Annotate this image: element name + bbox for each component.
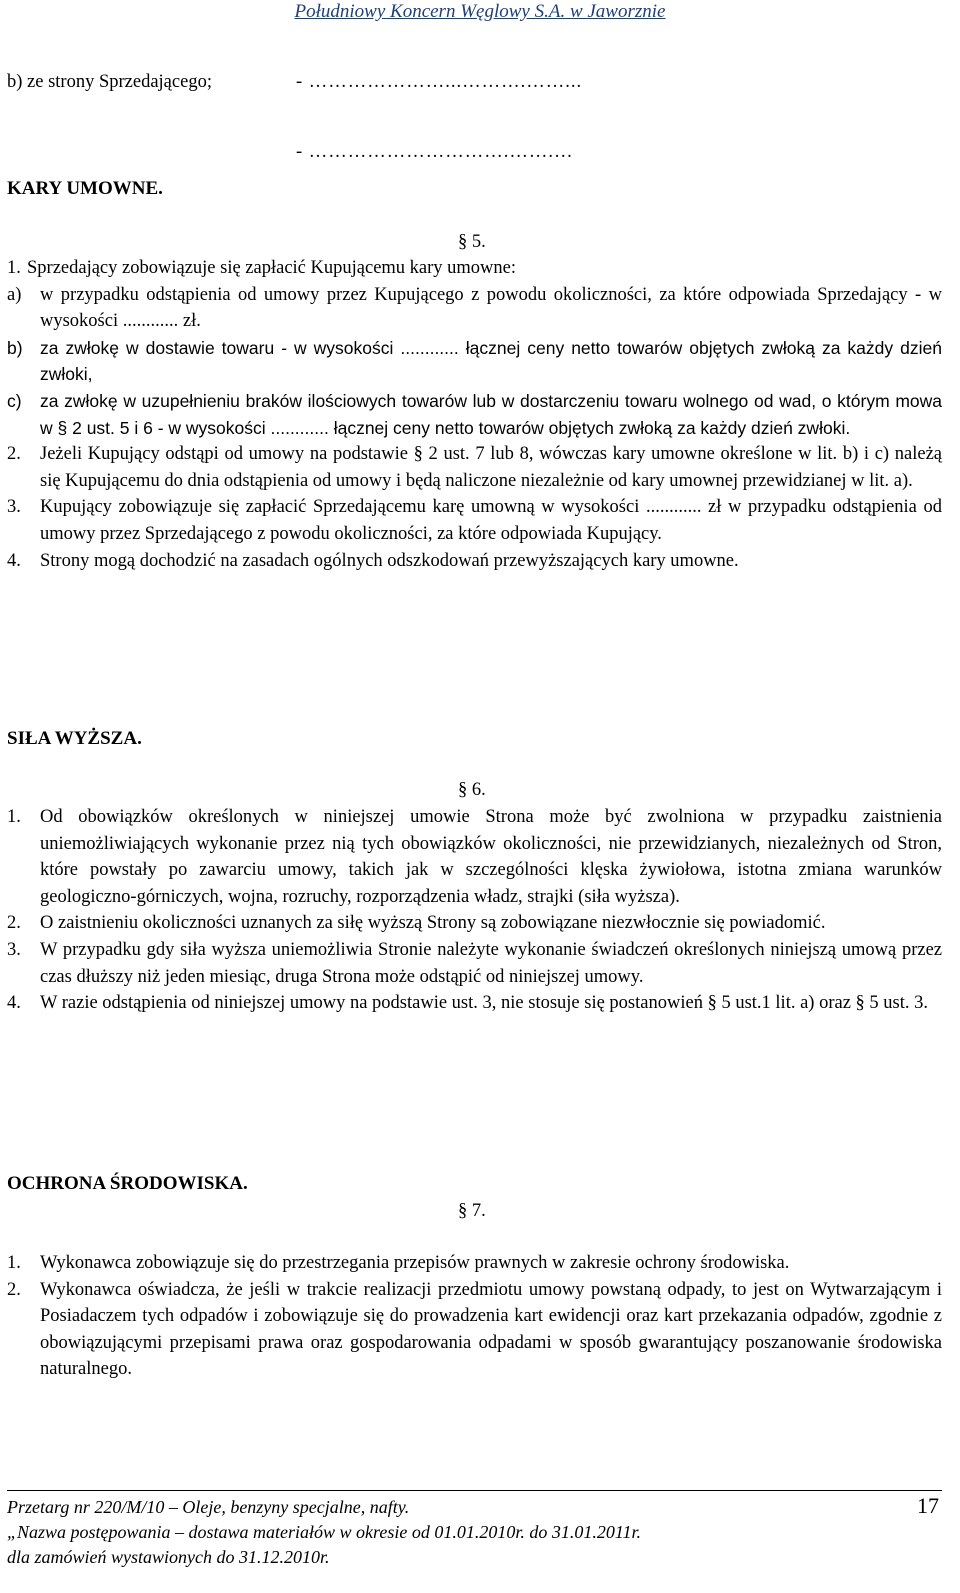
item-number: 1. <box>7 1253 21 1273</box>
section-6-title: SIŁA WYŻSZA. <box>7 728 142 749</box>
section-5-title: KARY UMOWNE. <box>7 178 163 199</box>
section-5-item-1 <box>7 255 942 282</box>
section-6-body <box>7 804 942 1017</box>
item-text: Sprzedający zobowiązuje się zapłacić Kupującemu kary umowne: <box>27 258 517 278</box>
item-text: za zwłokę w dostawie towaru - w wysokości ............ łącznej ceny netto towarów objętych zwłoką za każdy dzień zwłoki, <box>40 337 942 385</box>
page-header: Południowy Koncern Węglowy S.A. w Jaworznie <box>294 1 666 22</box>
item-text: W razie odstąpienia od niniejszej umowy na podstawie ust. 3, nie stosuje się postanowień § 5 ust.1 lit. a) oraz § 5 ust. 3. <box>40 993 928 1014</box>
section-5-number: § 5. <box>458 232 486 252</box>
section-7-body <box>7 1250 942 1383</box>
item-text: Kupujący zobowiązuje się zapłacić Sprzedającemu karę umowną w wysokości ............ zł w przypadku odstąpienia od umowy przez Sprzedającego z powodu okoliczności, za które odpowiada Kupujący. <box>40 497 942 544</box>
footer-tender: Przetarg nr 220/M/10 – Oleje, benzyny specjalne, nafty. <box>7 1497 410 1517</box>
section-5-item-c <box>7 388 942 441</box>
section-6-number: § 6. <box>458 780 486 800</box>
intro-line-b: b) ze strony Sprzedającego; <box>7 72 212 92</box>
section-6-item-2 <box>7 910 942 937</box>
item-text: Jeżeli Kupujący odstąpi od umowy na podstawie § 2 ust. 7 lub 8, wówczas kary umowne określone w lit. b) i c) należą się Kupującemu do dnia odstąpienia od umowy i będą naliczone niezależnie od kary umownej przewidzianej w lit. a). <box>40 444 942 491</box>
item-text: W przypadku gdy siła wyższa uniemożliwia Stronie należyte wykonanie świadczeń określonych niniejszą umową przez czas dłuższy niż jeden miesiąc, druga Strona może odstąpić od niniejszej umowy. <box>40 939 942 987</box>
item-label: a) <box>7 284 22 305</box>
section-5-item-a <box>7 282 942 335</box>
section-7-item-2 <box>7 1277 942 1383</box>
item-text: O zaistnieniu okoliczności uznanych za siłę wyższą Strony są zobowiązane niezwłocznie się powiadomić. <box>40 913 826 934</box>
item-number: 2. <box>7 1279 21 1300</box>
item-number: 3. <box>7 497 21 518</box>
item-number: 3. <box>7 939 21 960</box>
section-7-item-1 <box>7 1250 942 1277</box>
section-5-body <box>7 255 942 574</box>
item-text: Od obowiązków określonych w niniejszej umowie Strona może być zwolniona w przypadku zaistnienia uniemożliwiających wykonanie przez nią tych obowiązków okoliczności, nie przewidzianych, niezależnych od Stron, które powstały po zawarciu umowy, takich jak w szczególności klęska żywiołowa, istotna zmiana warunków geologiczno-górniczych, wojna, rozruchy, rozporządzenia władz, strajki (siła wyższa). <box>40 807 942 907</box>
item-text: Wykonawca zobowiązuje się do przestrzegania przepisów prawnych w zakresie ochrony środowiska. <box>40 1253 790 1273</box>
section-5-item-4 <box>7 548 942 575</box>
section-5-item-2 <box>7 441 942 494</box>
footer-procedure-name: „Nazwa postępowania – dostawa materiałów w okresie od 01.01.2010r. do 31.01.2011r. <box>7 1522 642 1542</box>
footer-divider <box>7 1490 942 1491</box>
intro-dash-line-1: - …………………...……….……... <box>296 72 583 92</box>
section-6-item-4 <box>7 990 942 1017</box>
item-text: w przypadku odstąpienia od umowy przez Kupującego z powodu okoliczności, za które odpowiada Sprzedający - w wysokości ............ zł. <box>40 284 942 332</box>
item-number: 1. <box>7 258 21 278</box>
item-label: b) <box>7 337 23 358</box>
item-text: Wykonawca oświadcza, że jeśli w trakcie realizacji przedmiotu umowy powstaną odpady, to jest on Wytwarzającym i Posiadaczem tych odpadów i zobowiązuje się do prowadzenia kart ewidencji oraz kart przekazania odpadów, zgodnie z obowiązującymi przepisami prawa oraz gospodarowania odpadami w sposób gwarantujący poszanowanie środowiska naturalnego. <box>40 1279 942 1380</box>
intro-dash-line-2: - ………………………….…….… <box>296 142 574 162</box>
page-number: 17 <box>917 1493 939 1518</box>
section-6-item-3 <box>7 937 942 990</box>
item-number: 4. <box>7 993 21 1014</box>
section-7-title: OCHRONA ŚRODOWISKA. <box>7 1173 248 1194</box>
footer-order-date: dla zamówień wystawionych do 31.12.2010r. <box>7 1547 330 1567</box>
item-number: 2. <box>7 913 21 934</box>
item-number: 2. <box>7 444 21 465</box>
section-5-item-3 <box>7 494 942 547</box>
section-6-item-1 <box>7 804 942 910</box>
section-5-item-b <box>7 335 942 388</box>
item-label: c) <box>7 390 22 411</box>
item-text: Strony mogą dochodzić na zasadach ogólnych odszkodowań przewyższających kary umowne. <box>40 550 739 571</box>
section-7-number: § 7. <box>458 1201 486 1221</box>
item-text: za zwłokę w uzupełnieniu braków ilościowych towarów lub w dostarczeniu towaru wolnego od wad, o którym mowa w § 2 ust. 5 i 6 - w wysokości ............ łącznej ceny netto towarów objętych zwłoką za każdy dzień zwłoki. <box>40 390 942 438</box>
item-number: 4. <box>7 550 21 571</box>
item-number: 1. <box>7 807 21 827</box>
